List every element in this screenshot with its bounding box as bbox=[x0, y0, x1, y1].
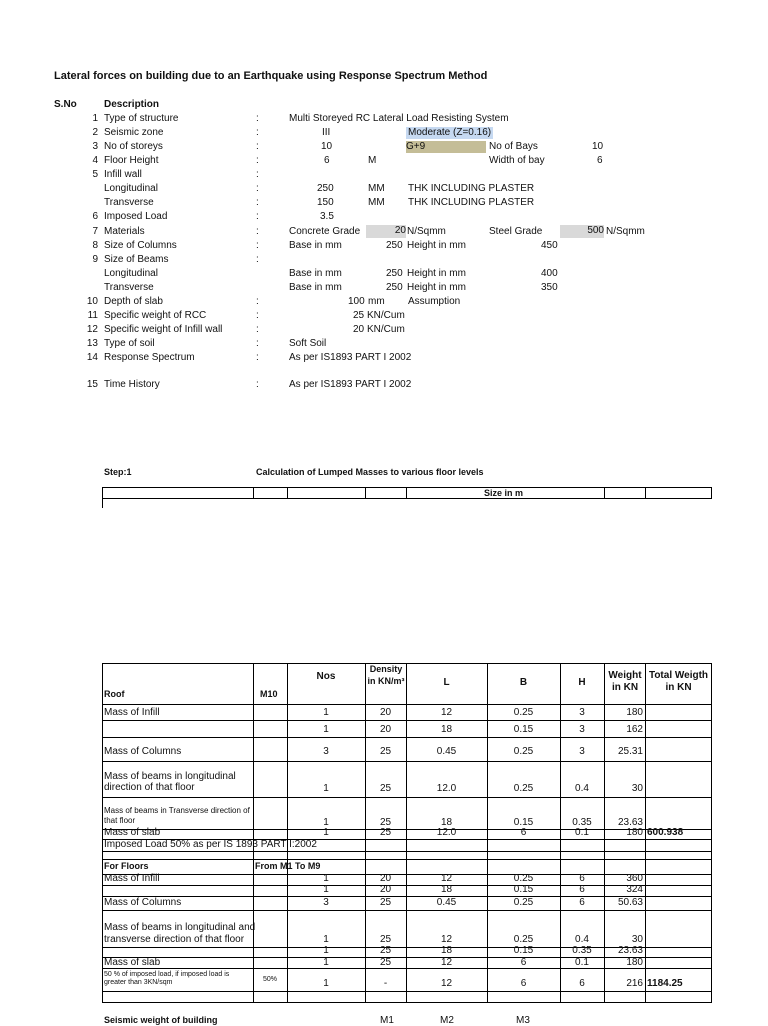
row-density: 25 bbox=[379, 827, 392, 838]
item-sep: : bbox=[256, 310, 259, 321]
row-density: 25 bbox=[379, 817, 392, 828]
row-weight: 180 bbox=[626, 827, 643, 838]
row-b: 0.25 bbox=[513, 783, 534, 794]
item-label: Floor Height bbox=[104, 155, 159, 166]
col-h: H bbox=[578, 677, 586, 688]
item-unit: KN/Cum bbox=[367, 310, 405, 321]
item-label: Specific weight of RCC bbox=[104, 310, 207, 321]
row-desc: Mass of slab bbox=[104, 827, 161, 838]
row-code: 50% bbox=[262, 976, 277, 983]
item-value: As per IS1893 PART I 2002 bbox=[289, 352, 412, 363]
row-nos: 1 bbox=[323, 884, 329, 895]
row-density: 25 bbox=[379, 945, 392, 956]
row-b: 0.25 bbox=[513, 897, 534, 908]
row-b: 0.25 bbox=[513, 746, 534, 757]
item-unit: mm bbox=[368, 296, 385, 307]
item-sep: : bbox=[256, 254, 259, 265]
row-desc: Mass of beams in Transverse direction of that floor bbox=[104, 806, 250, 825]
steel-grade-value: 500 bbox=[560, 225, 604, 238]
floors-label: For Floors bbox=[104, 861, 149, 871]
row-weight: 180 bbox=[626, 707, 643, 718]
item-value: Concrete Grade bbox=[289, 226, 361, 237]
col-total: Total Weigth in KN bbox=[648, 670, 709, 693]
row-nos: 1 bbox=[323, 978, 329, 989]
row-l: 18 bbox=[440, 817, 453, 828]
item-sep: : bbox=[256, 379, 259, 390]
item-value: Multi Storeyed RC Lateral Load Resisting System bbox=[289, 113, 509, 124]
item-value: 3.5 bbox=[320, 211, 334, 222]
row-b: 0.25 bbox=[513, 934, 534, 945]
item-unit: MM bbox=[368, 183, 385, 194]
row-weight: 360 bbox=[626, 873, 643, 884]
row-nos: 1 bbox=[323, 817, 329, 828]
row-h: 6 bbox=[579, 873, 585, 884]
item-label: Type of structure bbox=[104, 113, 179, 124]
row-l: 0.45 bbox=[436, 897, 457, 908]
row-b: 0.15 bbox=[513, 884, 534, 895]
item-sep: : bbox=[256, 338, 259, 349]
item-label: Type of soil bbox=[104, 338, 155, 349]
item-label: Materials bbox=[104, 226, 145, 237]
concrete-grade-value: 20 bbox=[366, 225, 406, 238]
row-desc: 50 % of imposed load, if imposed load is greater than 3KN/sqm bbox=[104, 971, 230, 986]
item-num: 250 bbox=[386, 268, 403, 279]
item-label: Response Spectrum bbox=[104, 352, 195, 363]
row-h: 3 bbox=[579, 724, 585, 735]
col-nos: Nos bbox=[316, 671, 336, 682]
row-density: 25 bbox=[379, 783, 392, 794]
col-l: L bbox=[443, 677, 450, 688]
item-value: Base in mm bbox=[289, 268, 342, 279]
item-value: Base in mm bbox=[289, 240, 342, 251]
row-density: 25 bbox=[379, 957, 392, 968]
row-b: 0.15 bbox=[513, 945, 534, 956]
row-l: 12 bbox=[440, 978, 453, 989]
item-sep: : bbox=[256, 352, 259, 363]
row-nos: 1 bbox=[323, 827, 329, 838]
item-value: 250 bbox=[317, 183, 334, 194]
item-number: 7 bbox=[92, 226, 98, 237]
floors-code: From M1 To M9 bbox=[255, 861, 321, 871]
item-value: As per IS1893 PART I 2002 bbox=[289, 379, 412, 390]
row-h: 0.1 bbox=[575, 957, 589, 968]
step-description: Calculation of Lumped Masses to various floor levels bbox=[256, 467, 484, 477]
row-desc: Mass of Columns bbox=[104, 897, 182, 908]
m2-label: M2 bbox=[440, 1015, 454, 1026]
item-sep: : bbox=[256, 240, 259, 251]
row-density: - bbox=[383, 978, 388, 989]
description-header: Description bbox=[104, 99, 160, 110]
row-b: 0.15 bbox=[513, 724, 534, 735]
item-sep: : bbox=[256, 211, 259, 222]
row-nos: 1 bbox=[323, 724, 329, 735]
row-l: 12.0 bbox=[436, 783, 457, 794]
item-number: 11 bbox=[87, 310, 98, 321]
item-number: 3 bbox=[92, 141, 98, 152]
item-num: 100 bbox=[348, 296, 365, 307]
item-label: Imposed Load bbox=[104, 211, 168, 222]
floors-total: 1184.25 bbox=[647, 978, 683, 989]
roof-total: 600.938 bbox=[647, 827, 684, 838]
row-nos: 1 bbox=[323, 945, 329, 956]
size-header: Size in m bbox=[484, 488, 524, 498]
item-value: III bbox=[322, 127, 331, 138]
item-key2: No of Bays bbox=[489, 141, 538, 152]
row-desc: Mass of slab bbox=[104, 957, 161, 968]
row-h: 0.35 bbox=[572, 817, 592, 828]
m3-label: M3 bbox=[516, 1015, 530, 1026]
row-b: 6 bbox=[520, 827, 527, 838]
item-label: No of storeys bbox=[104, 141, 163, 152]
row-l: 18 bbox=[440, 945, 453, 956]
item-val2: 10 bbox=[592, 141, 604, 152]
item-number: 5 bbox=[92, 169, 98, 180]
item-label: Longitudinal bbox=[104, 183, 158, 194]
row-h: 6 bbox=[579, 897, 585, 908]
row-weight: 23.63 bbox=[617, 817, 643, 828]
item-label: Transverse bbox=[104, 197, 154, 208]
item-value: 150 bbox=[317, 197, 334, 208]
item-number: 2 bbox=[92, 127, 98, 138]
item-sep: : bbox=[256, 127, 259, 138]
item-num: 250 bbox=[386, 282, 403, 293]
item-sep: : bbox=[256, 141, 259, 152]
item-sep: : bbox=[256, 197, 259, 208]
row-weight: 180 bbox=[626, 957, 643, 968]
row-weight: 216 bbox=[626, 978, 643, 989]
row-nos: 1 bbox=[323, 957, 329, 968]
item-val2: 400 bbox=[541, 268, 558, 279]
item-value: 6 bbox=[324, 155, 330, 166]
sno-header: S.No bbox=[54, 99, 77, 110]
col-weight: Weight in KN bbox=[608, 670, 642, 693]
row-b: 0.25 bbox=[513, 707, 534, 718]
row-desc: Imposed Load 50% as per IS 1893 PART I:2002 bbox=[104, 839, 317, 850]
item-number: 9 bbox=[92, 254, 98, 265]
item-key2: Height in mm bbox=[407, 282, 466, 293]
item-label: Transverse bbox=[104, 282, 154, 293]
item-sep: : bbox=[256, 296, 259, 307]
row-nos: 3 bbox=[323, 897, 329, 908]
item-extra: THK INCLUDING PLASTER bbox=[408, 197, 535, 208]
row-h: 6 bbox=[579, 884, 585, 895]
row-nos: 1 bbox=[323, 934, 329, 945]
m1-label: M1 bbox=[380, 1015, 394, 1026]
item-number: 8 bbox=[92, 240, 98, 251]
row-weight: 30 bbox=[631, 783, 643, 794]
row-b: 0.25 bbox=[513, 873, 534, 884]
row-nos: 1 bbox=[323, 783, 329, 794]
document-title: Lateral forces on building due to an Earthquake using Response Spectrum Method bbox=[54, 70, 488, 82]
row-l: 12 bbox=[440, 873, 453, 884]
row-h: 0.35 bbox=[572, 945, 592, 956]
row-density: 20 bbox=[379, 707, 392, 718]
item-sep: : bbox=[256, 183, 259, 194]
row-density: 25 bbox=[379, 897, 392, 908]
row-l: 12 bbox=[440, 957, 453, 968]
item-label: Longitudinal bbox=[104, 268, 158, 279]
item-number: 10 bbox=[86, 296, 98, 307]
item-val2: 450 bbox=[541, 240, 558, 251]
item-label: Depth of slab bbox=[104, 296, 163, 307]
row-desc: Mass of beams in longitudinal and transverse direction of that floor bbox=[104, 922, 256, 945]
item-label: Size of Beams bbox=[104, 254, 169, 265]
item-value: Soft Soil bbox=[289, 338, 327, 349]
row-nos: 1 bbox=[323, 707, 329, 718]
row-desc: Mass of beams in longitudinal direction of that floor bbox=[104, 771, 236, 793]
row-weight: 50.63 bbox=[617, 897, 643, 908]
item-value: Base in mm bbox=[289, 282, 342, 293]
row-l: 0.45 bbox=[436, 746, 457, 757]
item-number: 4 bbox=[92, 155, 98, 166]
row-l: 12.0 bbox=[436, 827, 457, 838]
row-h: 0.4 bbox=[575, 783, 589, 794]
item-unit: KN/Cum bbox=[367, 324, 405, 335]
row-density: 20 bbox=[379, 724, 392, 735]
item-value: 10 bbox=[321, 141, 333, 152]
item-key2: Width of bay bbox=[489, 155, 545, 166]
row-h: 3 bbox=[579, 707, 585, 718]
item-val2: 6 bbox=[597, 155, 603, 166]
item-label: Size of Columns bbox=[104, 240, 177, 251]
row-weight: 23.63 bbox=[617, 945, 643, 956]
row-density: 20 bbox=[379, 884, 392, 895]
item-key2: Height in mm bbox=[407, 268, 466, 279]
item-extra: THK INCLUDING PLASTER bbox=[408, 183, 535, 194]
item-unit2: N/Sqmm bbox=[606, 226, 645, 237]
col-b: B bbox=[519, 677, 528, 688]
row-l: 12 bbox=[440, 707, 453, 718]
item-number: 12 bbox=[86, 324, 98, 335]
row-desc: Mass of Infill bbox=[104, 873, 160, 884]
row-b: 6 bbox=[520, 978, 527, 989]
item-sep: : bbox=[256, 113, 259, 124]
item-number: 6 bbox=[92, 211, 98, 222]
item-sep: : bbox=[256, 226, 259, 237]
col-density: Density in KN/m³ bbox=[367, 664, 405, 686]
item-number: 15 bbox=[86, 379, 98, 390]
row-nos: 1 bbox=[323, 873, 329, 884]
item-val2: 350 bbox=[541, 282, 558, 293]
row-b: 0.15 bbox=[513, 817, 534, 828]
row-l: 18 bbox=[440, 724, 453, 735]
item-num: 250 bbox=[386, 240, 403, 251]
storeys-highlight: G+9 bbox=[406, 141, 486, 153]
row-nos: 3 bbox=[323, 746, 329, 757]
roof-label: Roof bbox=[104, 689, 125, 699]
row-b: 6 bbox=[520, 957, 527, 968]
row-weight: 324 bbox=[626, 884, 643, 895]
row-weight: 162 bbox=[626, 724, 643, 735]
item-number: 13 bbox=[86, 338, 98, 349]
row-weight: 25.31 bbox=[617, 746, 643, 757]
item-key2: Height in mm bbox=[407, 240, 466, 251]
step-label: Step:1 bbox=[104, 467, 132, 477]
item-sep: : bbox=[256, 169, 259, 180]
seismic-weight-label: Seismic weight of building bbox=[104, 1015, 218, 1025]
item-unit: MM bbox=[368, 197, 385, 208]
roof-code: M10 bbox=[260, 689, 278, 699]
item-extra: Assumption bbox=[408, 296, 461, 307]
row-desc: Mass of Infill bbox=[104, 707, 160, 718]
item-label: Specific weight of Infill wall bbox=[104, 324, 223, 335]
item-sep: : bbox=[256, 324, 259, 335]
row-desc: Mass of Columns bbox=[104, 746, 182, 757]
row-h: 6 bbox=[579, 978, 585, 989]
row-h: 0.1 bbox=[575, 827, 589, 838]
row-h: 3 bbox=[579, 746, 585, 757]
zone-highlight: Moderate (Z=0.16) bbox=[408, 127, 492, 138]
item-unit: M bbox=[368, 155, 377, 166]
row-density: 25 bbox=[379, 746, 392, 757]
row-density: 20 bbox=[379, 873, 392, 884]
row-h: 0.4 bbox=[575, 934, 589, 945]
item-number: 1 bbox=[92, 113, 98, 124]
item-sep: : bbox=[256, 155, 259, 166]
row-density: 25 bbox=[379, 934, 392, 945]
item-number: 14 bbox=[86, 352, 98, 363]
item-label: Seismic zone bbox=[104, 127, 164, 138]
item-key2: Steel Grade bbox=[489, 226, 543, 237]
item-num: 25 bbox=[353, 310, 365, 321]
item-label: Time History bbox=[104, 379, 160, 390]
item-unit: N/Sqmm bbox=[407, 226, 446, 237]
row-weight: 30 bbox=[631, 934, 643, 945]
row-l: 18 bbox=[440, 884, 453, 895]
row-l: 12 bbox=[440, 934, 453, 945]
item-label: Infill wall bbox=[104, 169, 142, 180]
item-num: 20 bbox=[353, 324, 365, 335]
